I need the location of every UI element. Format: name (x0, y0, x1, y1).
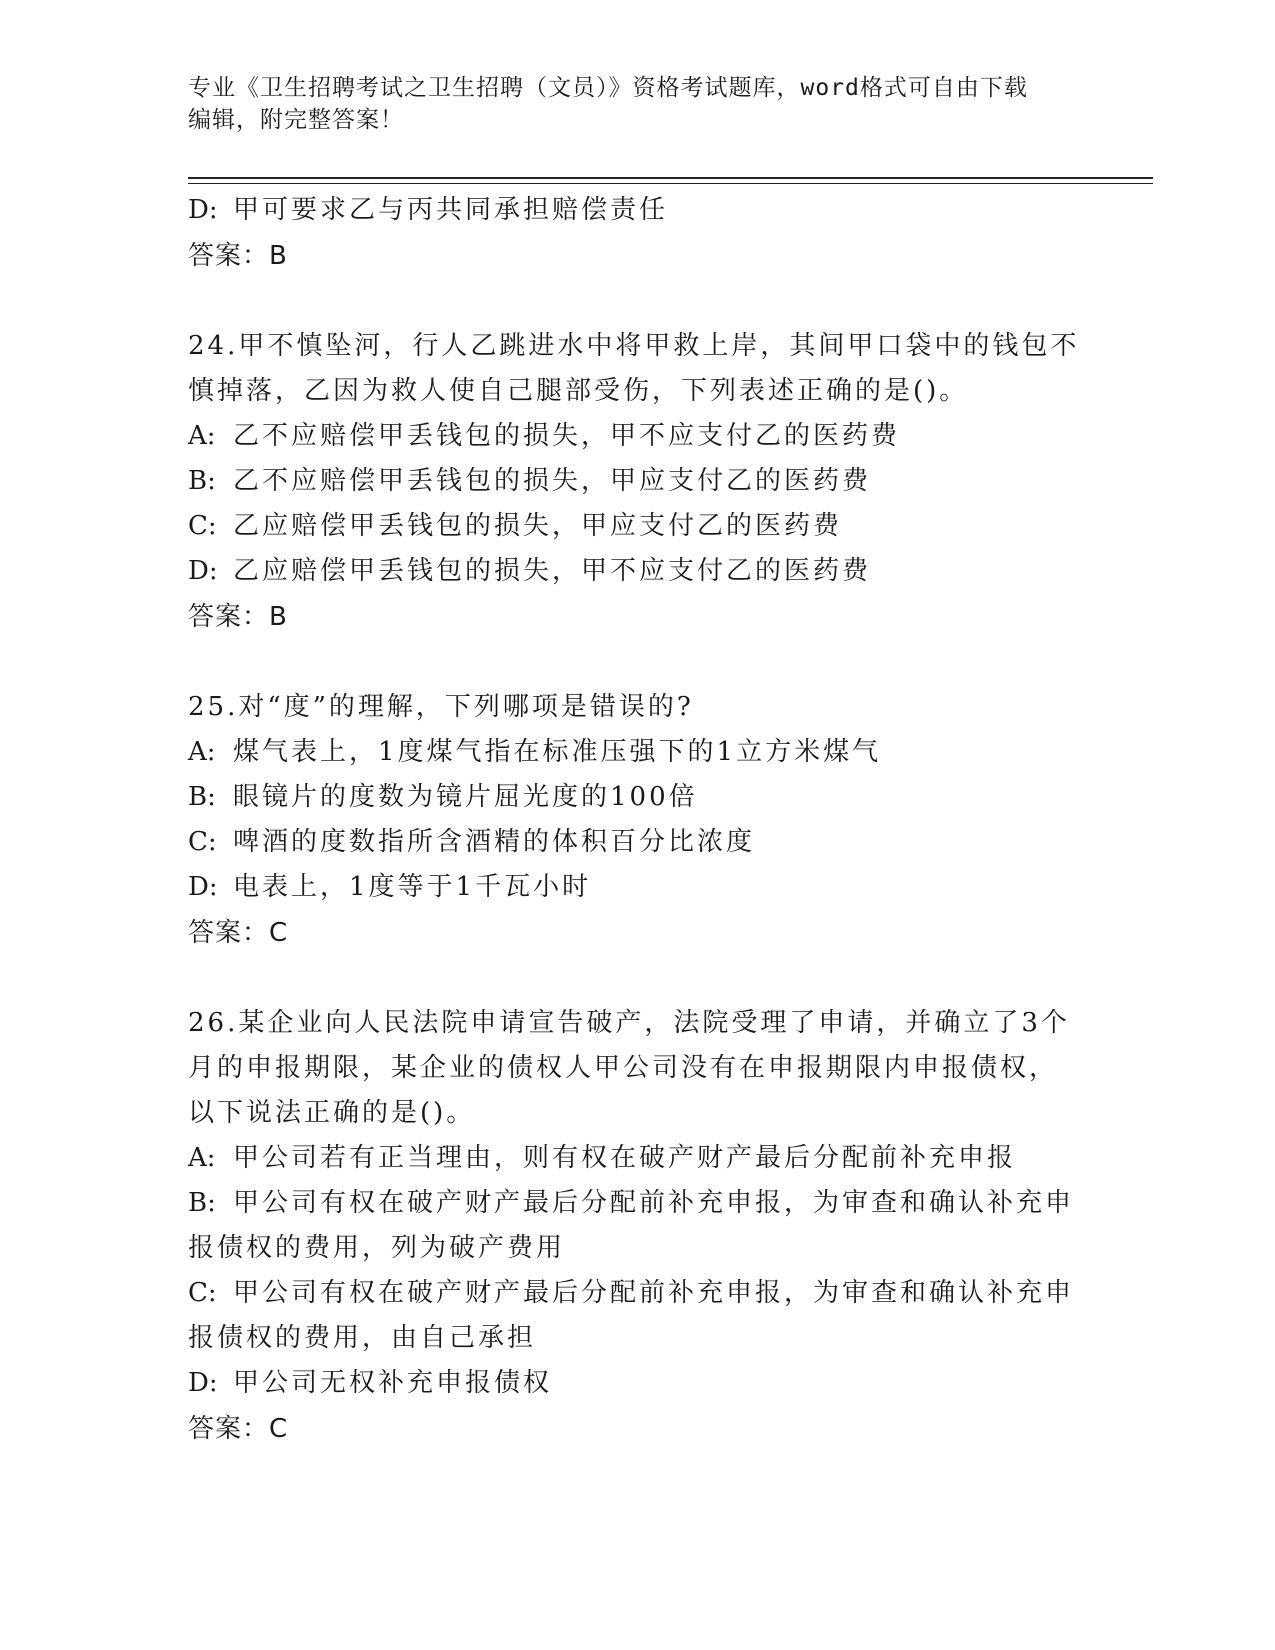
option-d (188, 1361, 1088, 1406)
option-key: A: (188, 421, 216, 451)
option-text: 甲公司若有正当理由，则有权在破产财产最后分配前补充申报 (233, 1143, 1017, 1173)
option-a (188, 1136, 1088, 1181)
header-line-2: 编辑，附完整答案！ (188, 107, 404, 133)
option-c (188, 1316, 1088, 1361)
answer-line: 答案：C (188, 1414, 289, 1444)
option-key: D: (188, 556, 218, 586)
header-rule-thin (188, 183, 1153, 184)
option-key: C: (188, 827, 217, 857)
option-text: 乙不应赔偿甲丢钱包的损失，甲应支付乙的医药费 (233, 466, 872, 496)
question-stem-line: 26.某企业向人民法院申请宣告破产，法院受理了申请，并确立了3个 (188, 1008, 1070, 1038)
option-b (188, 1226, 1088, 1271)
option-key: B: (188, 1188, 216, 1218)
question-stem-line: 25.对“度”的理解，下列哪项是错误的? (188, 692, 694, 722)
option-text: 啤酒的度数指所含酒精的体积百分比浓度 (233, 827, 756, 857)
question-gap (188, 956, 1088, 1001)
option-key: B: (188, 466, 216, 496)
question-content (188, 188, 1088, 1452)
option-a (188, 414, 1088, 459)
option-text: 乙应赔偿甲丢钱包的损失，甲不应支付乙的医药费 (233, 556, 872, 586)
header-line-1: 专业《卫生招聘考试之卫生招聘（文员）》资格考试题库，word格式可自由下载 (188, 75, 1028, 101)
option-key: C: (188, 1278, 217, 1308)
question-stem-line: 月的申报期限，某企业的债权人甲公司没有在申报期限内申报债权， (188, 1053, 1059, 1083)
option-d (188, 549, 1088, 594)
option-d (188, 188, 1088, 233)
option-d (188, 865, 1088, 910)
option-text: 眼镜片的度数为镜片屈光度的100倍 (233, 782, 698, 812)
question-stem-line: 慎掉落，乙因为救人使自己腿部受伤，下列表述正确的是()。 (188, 376, 969, 406)
option-text: 乙不应赔偿甲丢钱包的损失，甲不应支付乙的医药费 (233, 421, 901, 451)
option-text: 甲公司有权在破产财产最后分配前补充申报，为审查和确认补充申 (233, 1278, 1075, 1308)
option-text: 乙应赔偿甲丢钱包的损失，甲应支付乙的医药费 (233, 511, 843, 541)
answer-line: 答案：B (188, 241, 288, 271)
question-gap (188, 640, 1088, 685)
question-list (188, 324, 1088, 1452)
option-text: 甲可要求乙与丙共同承担赔偿责任 (233, 195, 669, 225)
document-header (188, 72, 1088, 136)
question-block (188, 1001, 1088, 1452)
option-b (188, 775, 1088, 820)
question-block (188, 685, 1088, 1001)
option-a (188, 730, 1088, 775)
question-stem-line: 以下说法正确的是()。 (188, 1098, 476, 1128)
option-key: D: (188, 872, 218, 902)
answer-line: 答案：B (188, 602, 288, 632)
option-text: 煤气表上，1度煤气指在标准压强下的1立方米煤气 (233, 737, 882, 767)
option-c (188, 820, 1088, 865)
option-b (188, 459, 1088, 504)
option-key: D: (188, 195, 218, 225)
option-text: 电表上，1度等于1千瓦小时 (233, 872, 592, 902)
option-b (188, 1181, 1088, 1226)
option-c (188, 504, 1088, 549)
option-text: 甲公司无权补充申报债权 (233, 1368, 553, 1398)
option-key: B: (188, 782, 216, 812)
question-block (188, 324, 1088, 685)
header-rule-thick (188, 177, 1153, 179)
option-c (188, 1271, 1088, 1316)
option-key: D: (188, 1368, 218, 1398)
option-key: C: (188, 511, 217, 541)
option-text: 报债权的费用，由自己承担 (188, 1323, 537, 1353)
option-text: 报债权的费用，列为破产费用 (188, 1233, 566, 1263)
question-stem-line: 24.甲不慎坠河，行人乙跳进水中将甲救上岸，其间甲口袋中的钱包不 (188, 331, 1080, 361)
answer-line: 答案：C (188, 918, 289, 948)
option-text: 甲公司有权在破产财产最后分配前补充申报，为审查和确认补充申 (233, 1188, 1075, 1218)
option-key: A: (188, 737, 216, 767)
question-gap (188, 279, 1088, 324)
option-key: A: (188, 1143, 216, 1173)
